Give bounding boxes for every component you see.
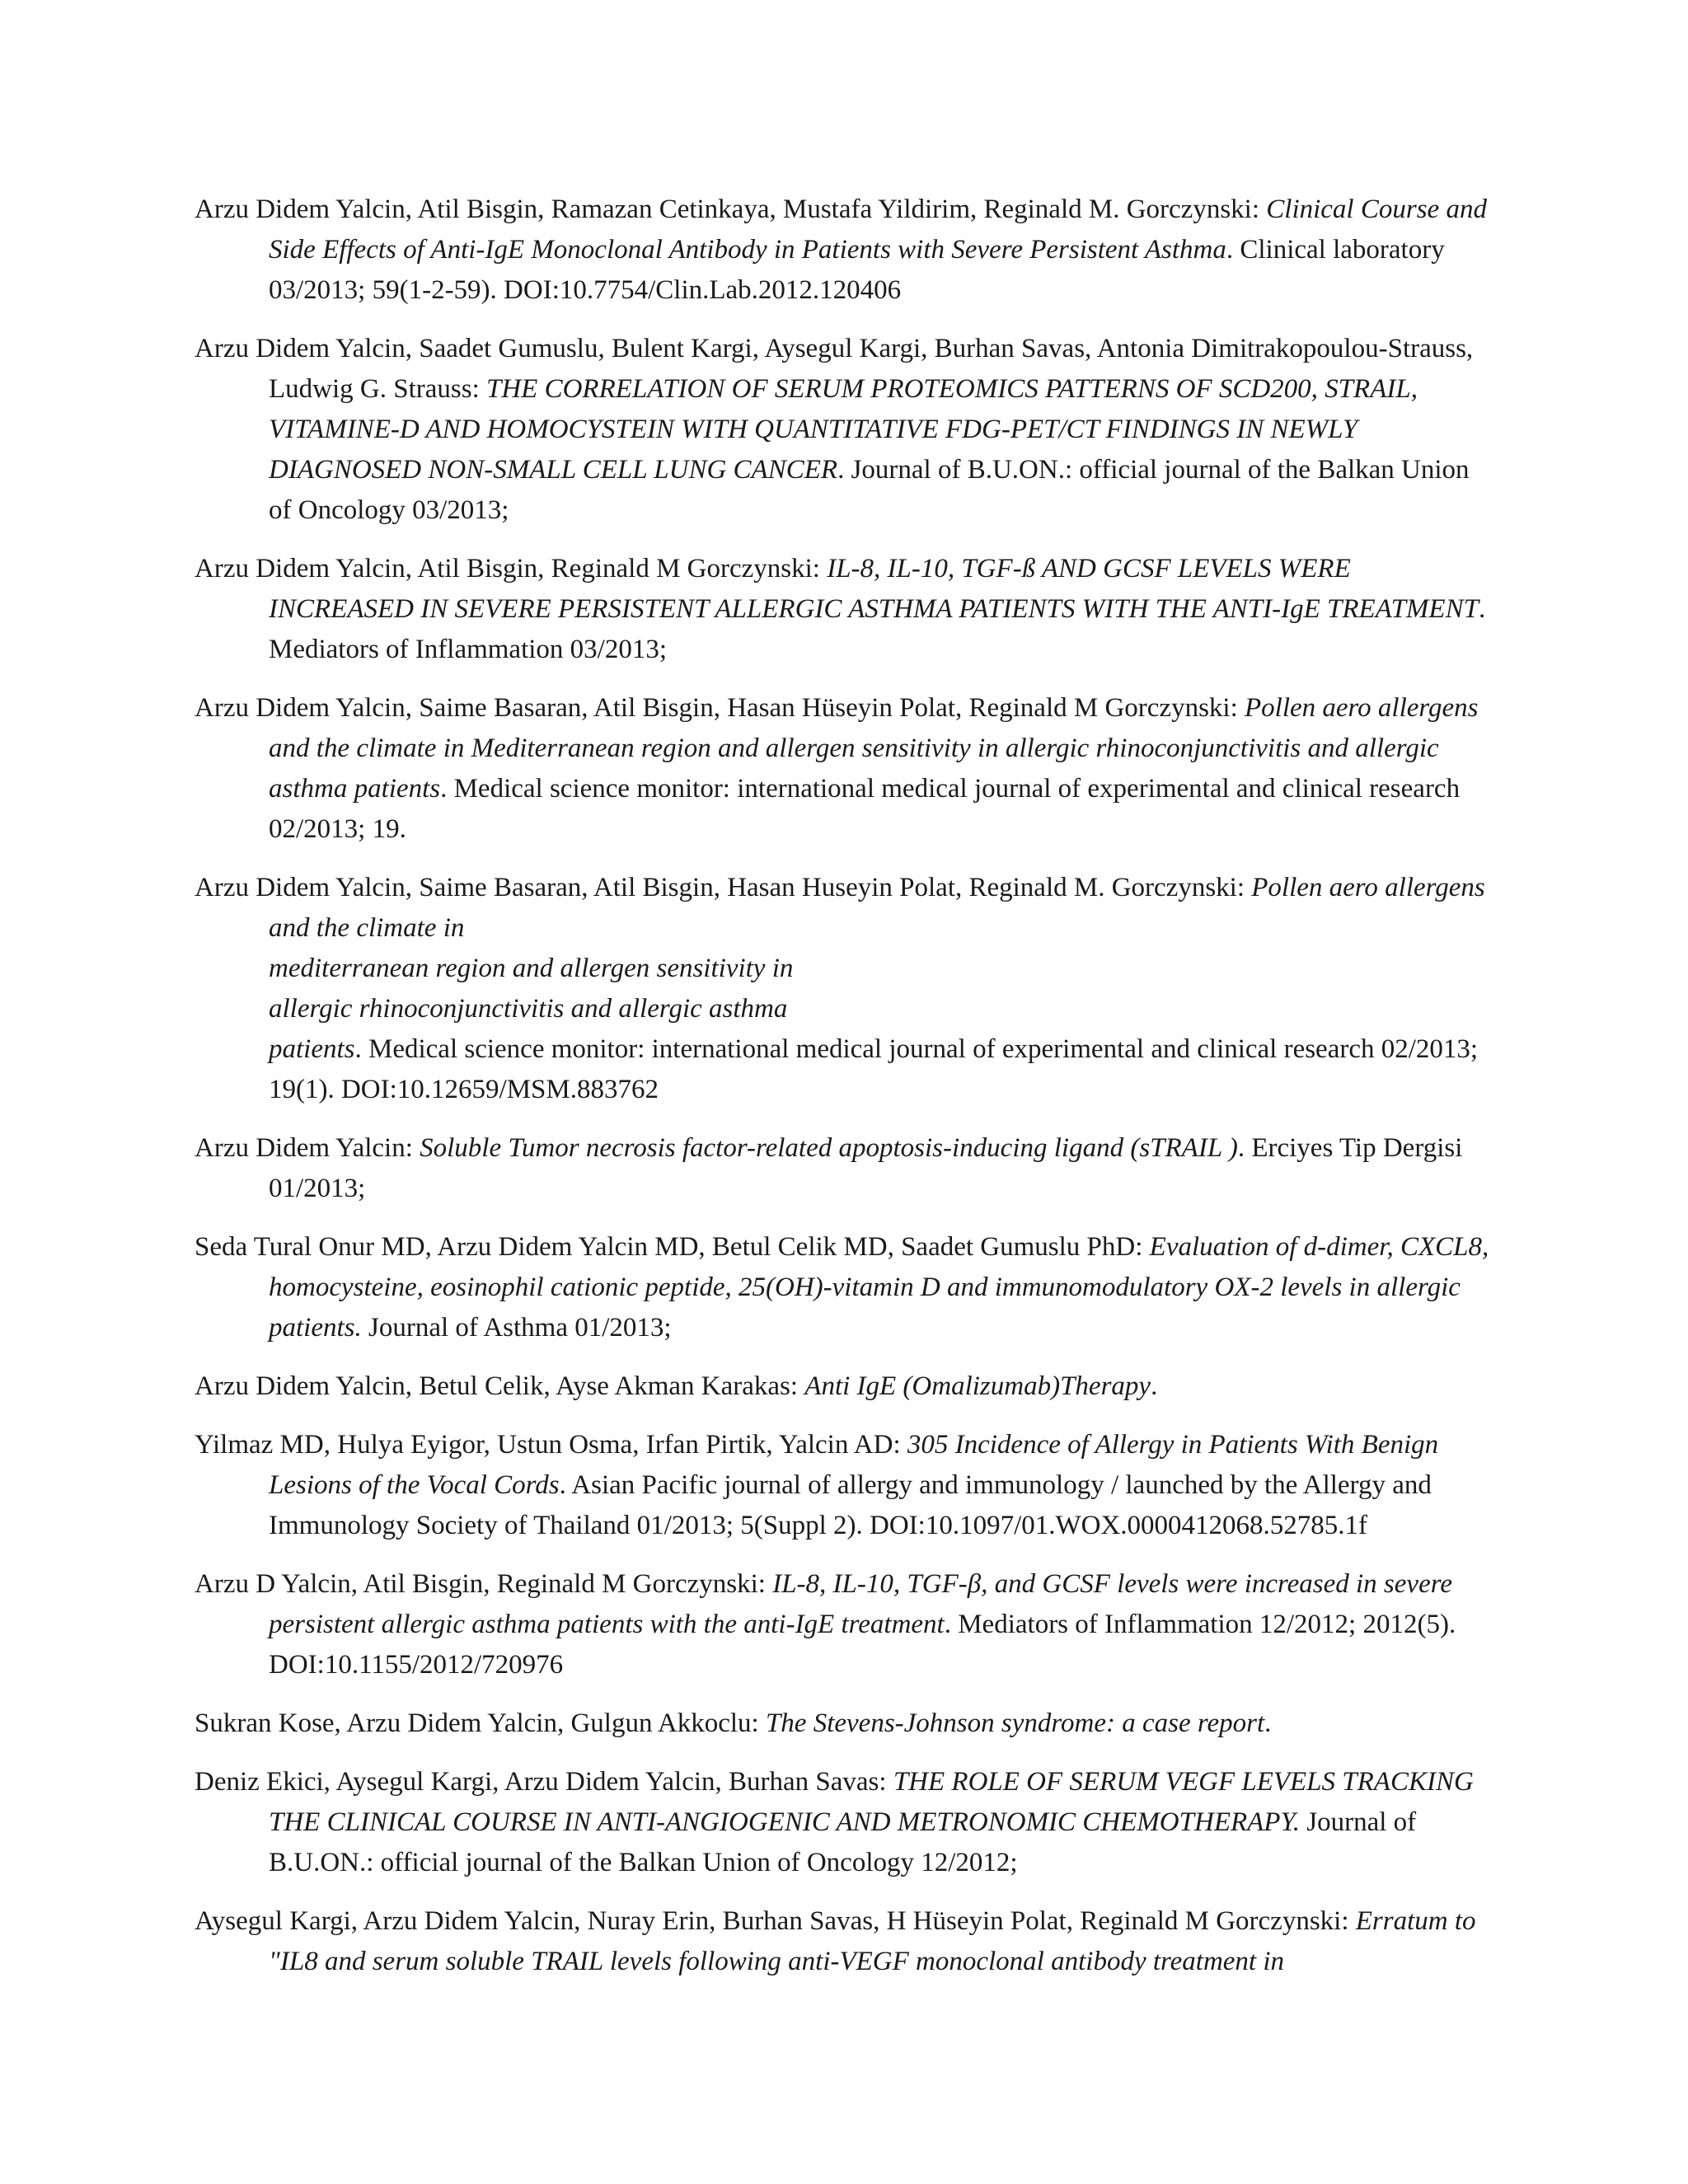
reference-title: 305 Incidence of Allergy in Patients With Benign Lesions of the Vocal Cords [269,1430,1439,1500]
reference-authors: Arzu Didem Yalcin, Atil Bisgin, Reginald M Gorczynski: [195,554,828,583]
reference-item [195,688,1497,850]
reference-item [195,190,1497,311]
reference-item [195,1128,1497,1209]
reference-item [195,1425,1497,1546]
reference-title: Anti IgE (Omalizumab)Therapy [804,1371,1151,1401]
reference-authors: Arzu Didem Yalcin, Saadet Gumuslu, Bulent Kargi, Aysegul Kargi, Burhan Savas, Antonia Dimitrakopoulou-Strauss, Ludwig G. Strauss: [195,334,1474,404]
reference-item [195,1366,1497,1407]
reference-authors: Sukran Kose, Arzu Didem Yalcin, Gulgun Akkoclu: [195,1708,766,1738]
reference-item [195,1704,1497,1744]
reference-item [195,549,1497,670]
reference-authors: Yilmaz MD, Hulya Eyigor, Ustun Osma, Irfan Pirtik, Yalcin AD: [195,1430,907,1460]
reference-authors: Aysegul Kargi, Arzu Didem Yalcin, Nuray Erin, Burhan Savas, H Hüseyin Polat, Reginald M Gorczynski: [195,1906,1356,1936]
reference-source: . Journal of B.U.ON.: official journal of the Balkan Union of Oncology 03/2013; [269,455,1470,525]
reference-title-line: allergic rhinoconjunctivitis and allergic asthma [269,994,788,1024]
reference-source: . Clinical laboratory 03/2013; 59(1-2-59). DOI:10.7754/Clin.Lab.2012.120406 [269,235,1445,305]
reference-title: The Stevens-Johnson syndrome: a case report [765,1708,1265,1738]
reference-title: Soluble Tumor necrosis factor-related apoptosis-inducing ligand (sTRAIL ) [420,1133,1238,1163]
reference-title: THE CORRELATION OF SERUM PROTEOMICS PATTERNS OF SCD200, STRAIL, VITAMINE-D AND HOMOCYSTEIN WITH QUANTITATIVE FDG-PET/CT FINDINGS IN NEWLY DIAGNOSED NON-SMALL CELL LUNG CANCER [269,374,1418,485]
reference-source: . [1151,1371,1158,1401]
reference-source: . Medical science monitor: international medical journal of experimental and clinical research 02/2013; 19. [269,774,1461,844]
reference-authors: Arzu Didem Yalcin, Saime Basaran, Atil Bisgin, Hasan Huseyin Polat, Reginald M. Gorczynski: [195,873,1252,902]
reference-title: Evaluation of d-dimer, CXCL8, homocysteine, eosinophil cationic peptide, 25(OH)-vitamin D and immunomodulatory OX-2 levels in allergic patients. [269,1232,1489,1343]
reference-source: Journal of B.U.ON.: official journal of the Balkan Union of Oncology 12/2012; [269,1807,1417,1877]
reference-source: . Medical science monitor: international medical journal of experimental and clinical research 02/2013; 19(1). DOI:10.12659/MSM.883762 [269,1034,1479,1104]
reference-authors: Arzu Didem Yalcin, Atil Bisgin, Ramazan Cetinkaya, Mustafa Yildirim, Reginald M. Gorczynski: [195,194,1267,224]
reference-authors: Arzu Didem Yalcin: [195,1133,420,1163]
reference-title: IL-8, IL-10, TGF-ß AND GCSF LEVELS WERE INCREASED IN SEVERE PERSISTENT ALLERGIC ASTHMA PATIENTS WITH THE ANTI-IgE TREATMENT [269,554,1479,624]
reference-item [195,868,1497,1110]
reference-source: Journal of Asthma 01/2013; [361,1313,672,1343]
reference-source: . [1264,1708,1272,1738]
reference-title: IL-8, IL-10, TGF-β, and GCSF levels were increased in severe persistent allergic asthma patients with the anti-IgE treatment [269,1569,1452,1639]
reference-title-line: Pollen aero allergens and the climate in [269,873,1485,943]
reference-authors: Arzu D Yalcin, Atil Bisgin, Reginald M Gorczynski: [195,1569,773,1599]
reference-item [195,1762,1497,1883]
reference-authors: Deniz Ekici, Aysegul Kargi, Arzu Didem Yalcin, Burhan Savas: [195,1767,893,1797]
reference-title: THE ROLE OF SERUM VEGF LEVELS TRACKING THE CLINICAL COURSE IN ANTI-ANGIOGENIC AND METRONOMIC CHEMOTHERAPY. [269,1767,1474,1837]
reference-title-line: patients [269,1034,355,1064]
reference-authors: Arzu Didem Yalcin, Betul Celik, Ayse Akman Karakas: [195,1371,805,1401]
reference-item [195,1901,1497,1982]
reference-title: Clinical Course and Side Effects of Anti-IgE Monoclonal Antibody in Patients with Severe Persistent Asthma [269,194,1487,265]
reference-authors: Seda Tural Onur MD, Arzu Didem Yalcin MD, Betul Celik MD, Saadet Gumuslu PhD: [195,1232,1150,1262]
reference-authors: Arzu Didem Yalcin, Saime Basaran, Atil Bisgin, Hasan Hüseyin Polat, Reginald M Gorczynski: [195,693,1245,723]
reference-item [195,329,1497,531]
reference-list [195,190,1497,2000]
reference-item [195,1564,1497,1685]
reference-source: . Asian Pacific journal of allergy and immunology / launched by the Allergy and Immunology Society of Thailand 01/2013; 5(Suppl 2). DOI:10.1097/01.WOX.0000412068.52785.1f [269,1470,1432,1540]
reference-title: Pollen aero allergens and the climate in Mediterranean region and allergen sensitivity in allergic rhinoconjunctivitis and allergic asthma patients [269,693,1479,804]
reference-title: Erratum to "IL8 and serum soluble TRAIL levels following anti-VEGF monoclonal antibody treatment in [269,1906,1476,1976]
reference-item [195,1227,1497,1348]
reference-source: . Mediators of Inflammation 03/2013; [269,594,1486,664]
reference-source: . Mediators of Inflammation 12/2012; 2012(5). DOI:10.1155/2012/720976 [269,1610,1456,1680]
reference-source: . Erciyes Tip Dergisi 01/2013; [269,1133,1463,1203]
reference-title-line: mediterranean region and allergen sensitivity in [269,954,794,983]
